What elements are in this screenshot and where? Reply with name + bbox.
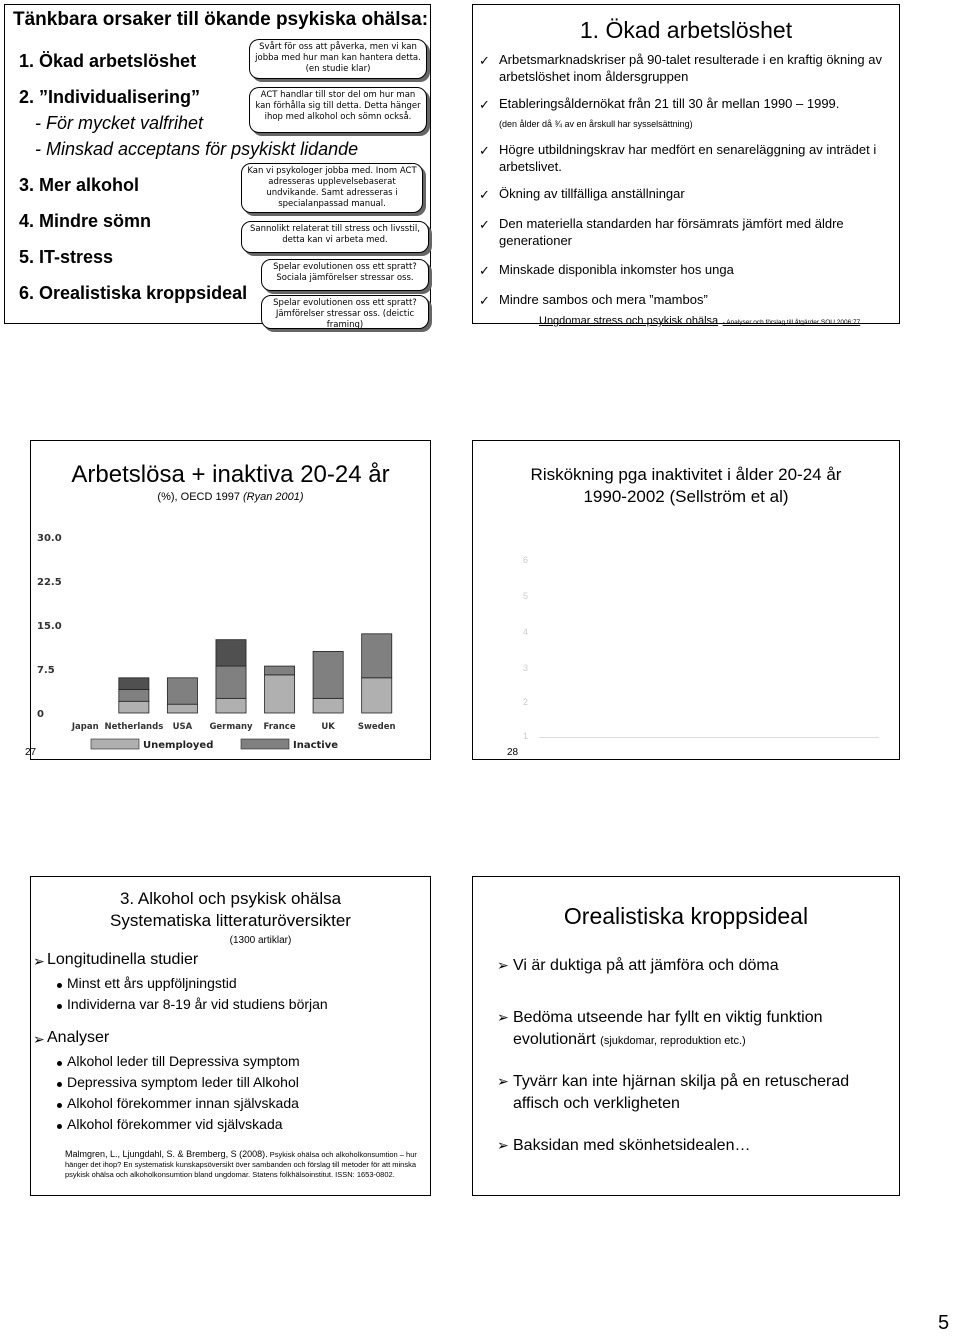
x-tick-label: Sweden (357, 722, 396, 732)
slide-causes (4, 4, 431, 330)
bullet-icon (57, 1061, 62, 1066)
bar-chart (31, 441, 432, 761)
bullet-6: Alkohol förekommer vid självskada (67, 1116, 283, 1132)
subtitle-main: (%), OECD 1997 (157, 491, 240, 503)
slide-unemployment (472, 4, 900, 327)
bullet-2: Individerna var 8-19 år vid studiens början (67, 996, 328, 1012)
x-tick-label: USA (172, 722, 193, 732)
bar-uk-1 (313, 651, 343, 698)
cause-1: 1. Ökad arbetslöshet (19, 51, 197, 71)
callout-6: Spelar evolutionen oss ett spratt? Jämförelser stressar oss. (deictic framing) (261, 295, 429, 329)
check-icon: ✓ (479, 217, 490, 232)
check-icon: ✓ (479, 53, 490, 68)
faint-axis (539, 737, 879, 738)
arrow-bullet-icon: ➢ (33, 1031, 45, 1047)
slide5-title-line1: 3. Alkohol och psykisk ohälsa (119, 889, 342, 908)
faint-tick: 6 (523, 555, 529, 565)
bar-usa-0 (167, 704, 197, 713)
check-icon: ✓ (479, 143, 490, 158)
slide6-title: Orealistiska kroppsideal (563, 903, 809, 929)
cause-3: 3. Mer alkohol (19, 175, 140, 195)
check-icon: ✓ (479, 293, 490, 308)
heading-analyses: Analyser (47, 1029, 110, 1046)
x-tick-label: Japan (71, 722, 99, 732)
subtitle-ref: (Ryan 2001) (243, 491, 304, 503)
arrow-bullet-icon: ➢ (497, 1073, 509, 1089)
callout-2: ACT handlar till stor del om hur man kan förhålla sig till detta. Detta hänger ihop med alkohol och sömn också. (249, 87, 427, 133)
heading-longitudinal: Longitudinella studier (47, 951, 199, 968)
y-tick-label: 22.5 (37, 577, 62, 588)
point-7: Mindre sambos och mera ”mambos” (499, 292, 708, 307)
y-tick-label: 30.0 (37, 533, 62, 544)
faint-tick: 2 (523, 697, 529, 707)
point-3: Högre utbildningskrav har medfört en senareläggning av inträdet i arbetslivet. (499, 142, 877, 174)
slide-number: 28 (507, 747, 519, 758)
legend-label-unemployed: Unemployed (143, 740, 214, 751)
slide2-footer (539, 311, 860, 329)
bullet-5: Alkohol förekommer innan självskada (67, 1095, 299, 1111)
body-point-1: Vi är duktiga på att jämföra och döma (513, 957, 779, 974)
bullet-icon (57, 1124, 62, 1129)
bullet-icon (57, 983, 62, 988)
legend-swatch-inactive (241, 739, 289, 749)
x-tick-label: UK (321, 722, 335, 732)
bullet-1: Minst ett års uppföljningstid (67, 975, 237, 991)
reference (65, 1149, 425, 1180)
bar-germany-2 (216, 640, 246, 666)
bar-sweden-1 (362, 634, 392, 678)
point-2: Etableringsåldernökat från 21 till 30 år mellan 1990 – 1999. (499, 96, 840, 111)
slide-body-ideal (472, 876, 900, 1196)
slide3-title: Arbetslösa + inaktiva 20-24 år (71, 461, 390, 488)
slide-inactive-chart (25, 440, 431, 760)
legend-swatch-unemployed (91, 739, 139, 749)
page-number: 5 (938, 1312, 950, 1334)
footer-small: - Analyser och förslag till åtgärder SOU 2006:77 (722, 319, 861, 326)
cause-2-sub-2: - Minskad acceptans för psykiskt lidande (35, 139, 359, 159)
callout-5: Spelar evolutionen oss ett spratt? Sociala jämförelser stressar oss. (261, 259, 429, 291)
arrow-bullet-icon: ➢ (497, 957, 509, 973)
bar-germany-1 (216, 666, 246, 698)
cause-2-sub-1: - För mycket valfrihet (35, 113, 204, 133)
cause-2: 2. ”Individualisering” (19, 87, 201, 107)
x-tick-label: Netherlands (104, 722, 164, 732)
point-1: Arbetsmarknadskriser på 90-talet resulterade i en kraftig ökning av arbetslöshet inom åldersgruppen (499, 52, 882, 84)
bar-uk-0 (313, 698, 343, 713)
cause-5: 5. IT-stress (19, 247, 114, 267)
callout-3: Kan vi psykologer jobba med. Inom ACT adresseras upplevelsebaserat undvikande. Samt adresseras i specialanpassad manual. (241, 163, 423, 213)
body-point-2 (513, 1007, 893, 1052)
slide-risk (472, 440, 900, 760)
check-icon: ✓ (479, 263, 490, 278)
callout-4: Sannolikt relaterat till stress och livsstil, detta kan vi arbeta med. (241, 221, 429, 253)
bullet-icon (57, 1082, 62, 1087)
footer-main: Ungdomar stress och psykisk ohälsa (539, 315, 719, 327)
cause-6: 6. Orealistiska kroppsideal (19, 283, 248, 303)
slide-alcohol (30, 876, 431, 1196)
bar-netherlands-1 (119, 690, 149, 702)
point-4: Ökning av tillfälliga anställningar (499, 186, 685, 201)
slide4-title-line1: Riskökning pga inaktivitet i ålder 20-24 år (530, 465, 842, 484)
check-icon: ✓ (479, 97, 490, 112)
bullet-3: Alkohol leder till Depressiva symptom (67, 1053, 300, 1069)
arrow-bullet-icon: ➢ (497, 1137, 509, 1153)
legend-label-inactive: Inactive (293, 740, 339, 751)
x-tick-label: France (263, 722, 296, 732)
ref-rest: Psykisk ohälsa och alkoholkonsumtion – hur hänger det ihop? En systematisk kunskapsöversikt över sambanden och förslag till metoder för att minska psykisk ohälsa och alkoholkonsumtion bland ungdomar. Statens folkhälsoinstitut. ISSN: 1653-0802. (65, 1150, 417, 1179)
body-point-2-text: Bedöma utseende har fyllt en viktig funktion evolutionärt (513, 1009, 823, 1048)
body-point-3: Tyvärr kan inte hjärnan skilja på en retuscherad affisch och verkligheten (513, 1073, 850, 1112)
slide5-title-line2: Systematiska litteraturöversikter (110, 911, 351, 930)
y-tick-label: 0 (37, 709, 44, 720)
faint-tick: 1 (523, 731, 529, 741)
bar-sweden-0 (362, 678, 392, 713)
point-5: Den materiella standarden har försämrats jämfört med äldre generationer (499, 216, 844, 248)
slide1-title: Tänkbara orsaker till ökande psykiska ohälsa: (13, 9, 429, 30)
ref-authors: Malmgren, L., Ljungdahl, S. & Bremberg, S (2008). (65, 1149, 268, 1159)
cause-4: 4. Mindre sömn (19, 211, 152, 231)
slide4-title-line2: 1990-2002 (Sellström et al) (583, 487, 789, 506)
bullet-icon (57, 1004, 62, 1009)
bar-germany-0 (216, 698, 246, 713)
bar-france-0 (265, 675, 295, 713)
bar-france-1 (265, 666, 295, 675)
faint-tick: 3 (523, 663, 529, 673)
bar-usa-1 (167, 678, 197, 704)
point-6: Minskade disponibla inkomster hos unga (499, 262, 734, 277)
x-tick-label: Germany (209, 722, 253, 732)
bullet-icon (57, 1103, 62, 1108)
check-icon: ✓ (479, 187, 490, 202)
slide2-title: 1. Ökad arbetslöshet (579, 17, 793, 43)
arrow-bullet-icon: ➢ (33, 953, 45, 969)
body-point-4: Baksidan med skönhetsidealen… (513, 1137, 751, 1154)
arrow-bullet-icon: ➢ (497, 1009, 509, 1025)
slide-number: 27 (25, 747, 37, 758)
slide5-title-small: (1300 artiklar) (229, 935, 292, 946)
callout-1: Svårt för oss att påverka, men vi kan jobba med hur man kan hantera detta. (en studie klar) (249, 39, 427, 79)
faint-tick: 4 (523, 627, 529, 637)
body-point-2-small: (sjukdomar, reproduktion etc.) (600, 1035, 746, 1047)
bullet-4: Depressiva symptom leder till Alkohol (67, 1074, 299, 1090)
y-tick-label: 7.5 (37, 665, 55, 676)
faint-tick: 5 (523, 591, 529, 601)
bar-netherlands-2 (119, 678, 149, 690)
bar-netherlands-0 (119, 701, 149, 713)
y-tick-label: 15.0 (37, 621, 62, 632)
point-2-note: (den ålder då ¾ av en årskull har sysselsättning) (499, 119, 693, 129)
